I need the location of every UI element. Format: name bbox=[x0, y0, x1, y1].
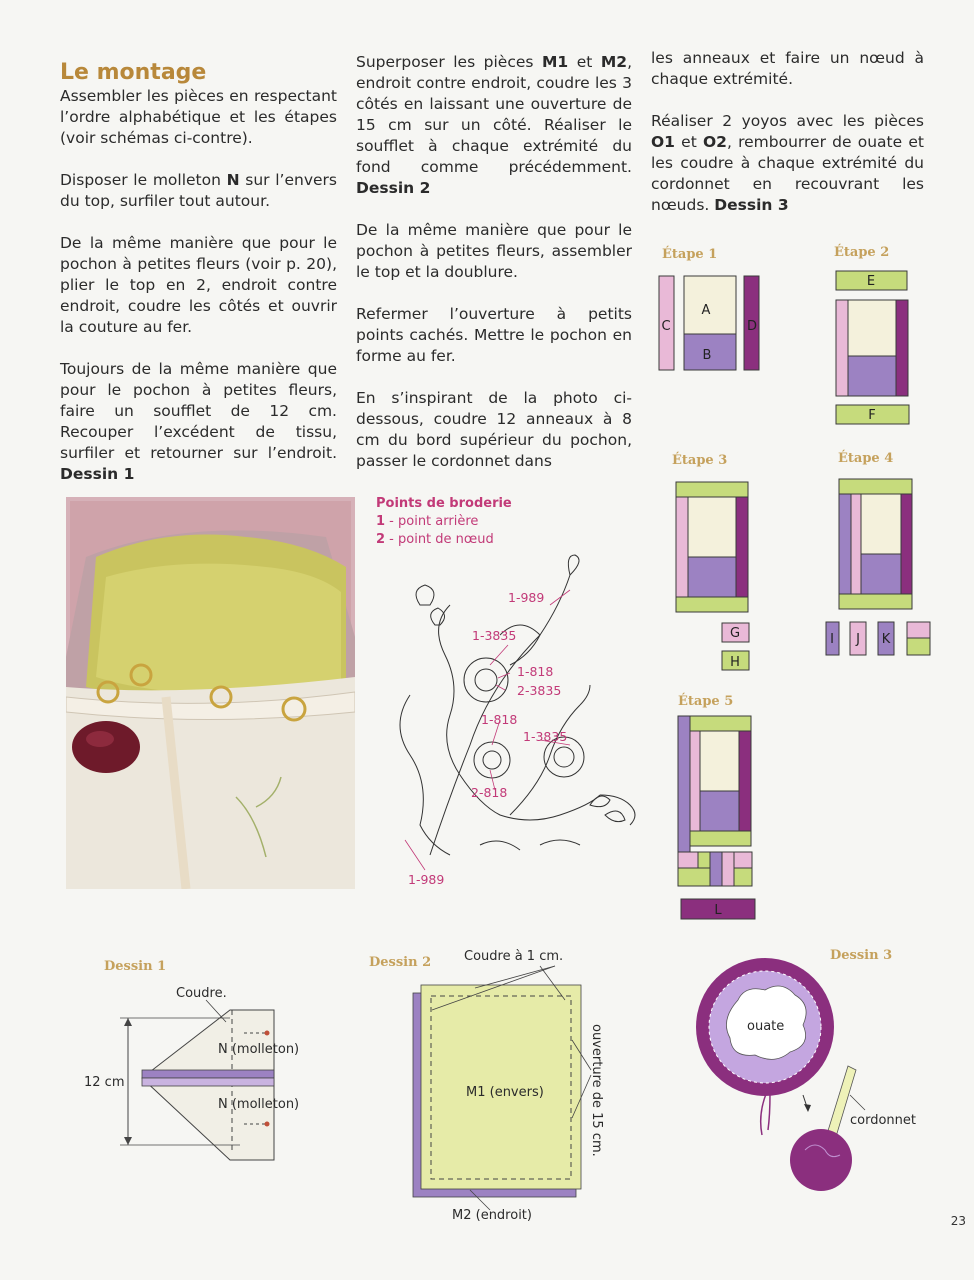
label-l: L bbox=[714, 903, 722, 918]
etape-2-label: Étape 2 bbox=[834, 245, 890, 260]
text: , endroit contre endroit, coudre les 3 côtés en laissant une ouverture de 15 cm sur un côté. Réaliser le soufflet à chaque extrémité du fond comme précédemment. bbox=[356, 53, 632, 176]
etape-3-label: Étape 3 bbox=[672, 453, 728, 468]
label-c: C bbox=[661, 319, 671, 334]
label-h: H bbox=[730, 655, 740, 670]
piece-ref: M1 bbox=[541, 53, 569, 71]
paragraph-1: Assembler les pièces en respectant l’ordre alphabétique et les étapes (voir schémas ci-contre). bbox=[60, 87, 337, 147]
drawing-ref: Dessin 3 bbox=[714, 196, 789, 214]
text: et bbox=[674, 133, 703, 151]
dessin2-m2: M2 (endroit) bbox=[452, 1208, 532, 1223]
num: 2 bbox=[376, 532, 386, 547]
piece-ref: N bbox=[226, 171, 240, 189]
label-g: G bbox=[729, 626, 741, 641]
piece-ref: O1 bbox=[651, 133, 675, 151]
dessin1-n1: N (molleton) bbox=[218, 1042, 300, 1057]
drawing-ref: Dessin 2 bbox=[356, 179, 431, 197]
dessin2-ouverture: ouverture de 15 cm. bbox=[589, 1024, 604, 1157]
dessin-3-label: Dessin 3 bbox=[830, 948, 893, 963]
label-i: I bbox=[830, 632, 834, 647]
paragraph-3: De la même manière que pour le pochon à petites fleurs (voir p. 20), plier le top en 2, endroit contre endroit, coudre les côtés et ouvrir la couture au fer. bbox=[60, 234, 337, 336]
page-number: 23 bbox=[950, 1214, 966, 1228]
dessin3-cordonnet: cordonnet bbox=[850, 1113, 916, 1128]
dessin1-n2: N (molleton) bbox=[218, 1097, 300, 1112]
emb-label: 1-3835 bbox=[472, 628, 517, 643]
emb-label: 1-3835 bbox=[523, 729, 568, 744]
text: - point arrière bbox=[385, 514, 479, 529]
section-heading: Le montage bbox=[60, 60, 207, 85]
dessin1-coudre: Coudre. bbox=[176, 986, 227, 1001]
paragraph-8: En s’inspirant de la photo ci-dessous, coudre 12 anneaux à 8 cm du bord supérieur du pochon, passer le cordonnet dans bbox=[356, 389, 632, 470]
label-j: J bbox=[856, 632, 860, 647]
dessin2-coudre: Coudre à 1 cm. bbox=[464, 949, 564, 964]
text: , rembourrer de ouate et les coudre à chaque extrémité du cordonnet en recouvrant les nœuds. bbox=[651, 133, 924, 214]
dessin-2-label: Dessin 2 bbox=[369, 955, 432, 970]
dessin1-dim: 12 cm bbox=[84, 1075, 125, 1090]
label-b: B bbox=[702, 348, 712, 363]
paragraph-7: Refermer l’ouverture à petits points cachés. Mettre le pochon en forme au fer. bbox=[356, 305, 632, 365]
label-e: E bbox=[866, 274, 876, 289]
text: Disposer le molleton bbox=[60, 171, 227, 189]
text: Réaliser 2 yoyos avec les pièces bbox=[651, 112, 924, 130]
dessin3-ouate: ouate bbox=[747, 1019, 785, 1034]
dessin-1-label: Dessin 1 bbox=[104, 959, 167, 974]
etape-4-label: Étape 4 bbox=[838, 451, 894, 466]
emb-label: 2-818 bbox=[471, 785, 508, 800]
text: sur l’envers du top, surfiler tout autour. bbox=[60, 171, 337, 210]
text: Toujours de la même manière que pour le pochon à petites fleurs, faire un soufflet de 12 cm. Recouper l’excédent de tissu, surfiler et retourner sur l’endroit. bbox=[60, 360, 337, 462]
etape-1-label: Étape 1 bbox=[662, 247, 718, 262]
label-a: A bbox=[701, 303, 711, 318]
emb-label: 1-989 bbox=[508, 590, 545, 605]
piece-ref: O2 bbox=[703, 133, 727, 151]
num: 1 bbox=[376, 514, 386, 529]
emb-label: 2-3835 bbox=[517, 683, 562, 698]
paragraph-6: De la même manière que pour le pochon à petites fleurs, assembler le top et la doublure. bbox=[356, 221, 632, 281]
label-f: F bbox=[868, 408, 876, 423]
paragraph-9: les anneaux et faire un nœud à chaque extrémité. bbox=[651, 49, 924, 88]
text: et bbox=[568, 53, 601, 71]
label-k: K bbox=[881, 632, 891, 647]
emb-label: 1-818 bbox=[481, 712, 518, 727]
text: - point de nœud bbox=[385, 532, 494, 547]
drawing-ref: Dessin 1 bbox=[60, 465, 135, 483]
embroidery-title: Points de broderie bbox=[376, 496, 512, 511]
dessin2-m1: M1 (envers) bbox=[466, 1085, 544, 1100]
emb-label: 1-818 bbox=[517, 664, 554, 679]
text: Superposer les pièces bbox=[356, 53, 542, 71]
etape-5-label: Étape 5 bbox=[678, 694, 734, 709]
emb-label: 1-989 bbox=[408, 872, 445, 887]
piece-ref: M2 bbox=[600, 53, 628, 71]
label-d: D bbox=[746, 319, 758, 334]
